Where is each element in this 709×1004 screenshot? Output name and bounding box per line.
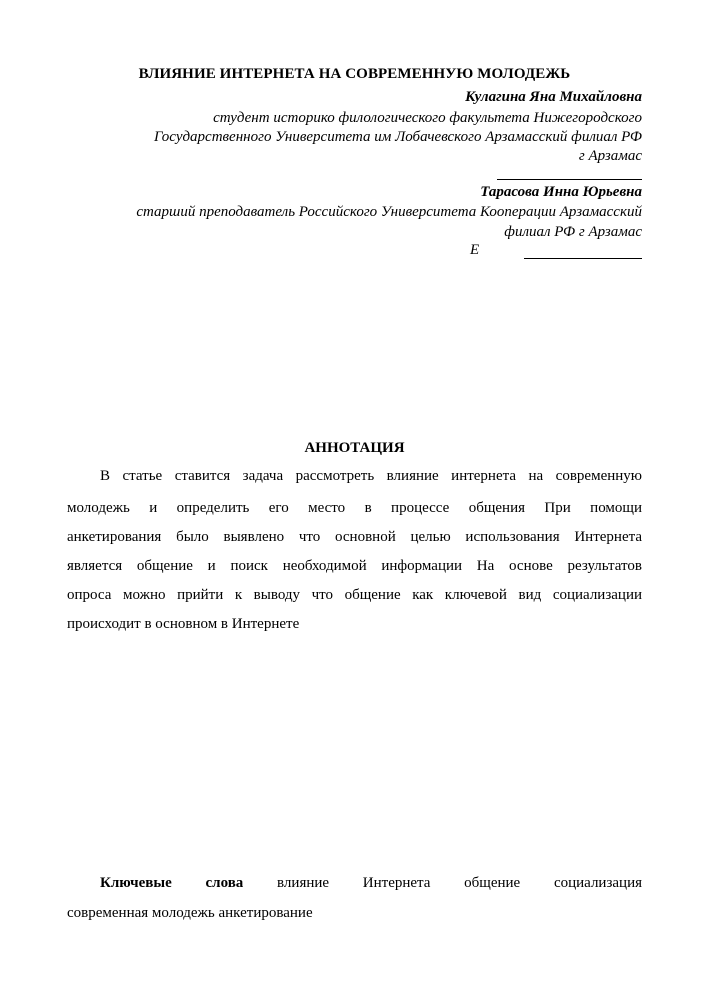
abstract-line: В статье ставится задача рассмотреть влияние интернета на современную xyxy=(100,468,642,484)
keywords-line xyxy=(100,875,642,892)
author1-affiliation-line: г Арзамас xyxy=(578,148,642,164)
abstract-line: молодежь и определить его место в процессе общения При помощи xyxy=(67,500,642,516)
author1-underline xyxy=(497,179,642,180)
abstract-line: опроса можно прийти к выводу что общение как ключевой вид социализации xyxy=(67,587,642,603)
author2-name: Тарасова Инна Юрьевна xyxy=(480,184,642,200)
abstract-line: анкетирования было выявлено что основной целью использования Интернета xyxy=(67,529,642,545)
author2-affiliation-line: старший преподаватель Российского Университета Кооперации Арзамасский xyxy=(136,204,642,220)
abstract-line: происходит в основном в Интернете xyxy=(67,616,300,632)
abstract-line: является общение и поиск необходимой информации На основе результатов xyxy=(67,558,642,574)
author2-email-underline xyxy=(524,258,642,259)
author1-affiliation-line: Государственного Университета им Лобачевского Арзамасский филиал РФ xyxy=(154,129,642,145)
article-title: ВЛИЯНИЕ ИНТЕРНЕТА НА СОВРЕМЕННУЮ МОЛОДЕЖЬ xyxy=(138,66,571,82)
author2-email-prefix: E xyxy=(470,242,480,258)
author1-affiliation-line: студент историко филологического факультета Нижегородского xyxy=(213,110,642,126)
abstract-heading: АННОТАЦИЯ xyxy=(304,440,405,456)
author1-name: Кулагина Яна Михайловна xyxy=(465,89,642,105)
keywords-list: влияние Интернета общение социализация xyxy=(277,875,642,891)
author2-affiliation-line: филиал РФ г Арзамас xyxy=(504,224,642,240)
keywords-label: Ключевые слова xyxy=(100,875,244,891)
keywords-line: современная молодежь анкетирование xyxy=(67,905,313,921)
